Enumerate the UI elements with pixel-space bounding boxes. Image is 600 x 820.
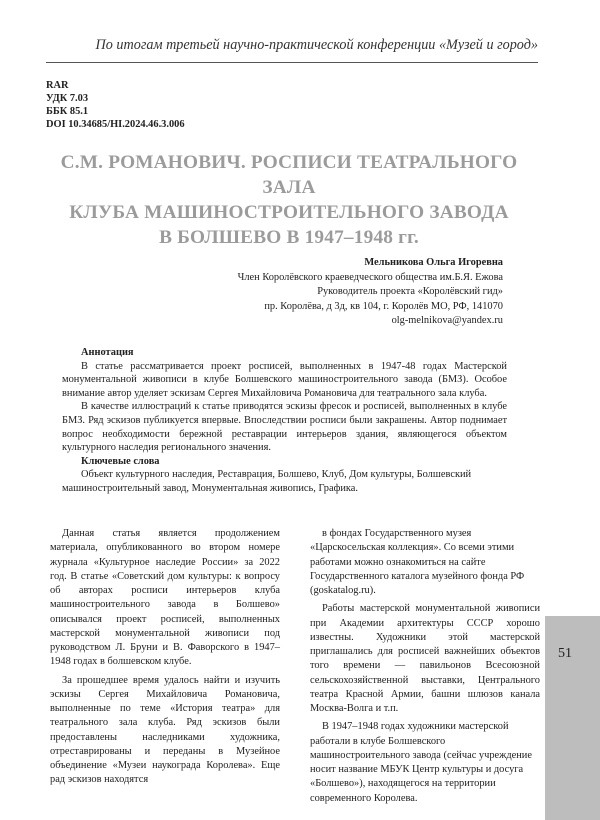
meta-line: RAR xyxy=(46,80,69,91)
abstract-heading: Аннотация xyxy=(81,347,134,358)
title-line: С.М. РОМАНОВИЧ. РОСПИСИ ТЕАТРАЛЬНОГО ЗАЛА xyxy=(60,152,518,198)
title-line: КЛУБА МАШИНОСТРОИТЕЛЬНОГО ЗАВОДА xyxy=(69,202,509,223)
keywords-heading: Ключевые слова xyxy=(81,455,160,467)
meta-line: DOI 10.34685/HI.2024.46.3.006 xyxy=(46,119,185,130)
author-position: Руководитель проекта «Королёвский гид» xyxy=(317,286,503,298)
body-paragraph: Работы мастерской монументальной живописи при Академии архитектуры СССР хорошо известны. Художники этой мастерской приглашались для росписей важнейших объектов того времени — павильонов Всесоюзной сельскохозяйственной выставки, Центрального театра Красной Армии, башни шлюзов канала Москва-Волга и т.п. xyxy=(310,603,540,714)
header-divider xyxy=(46,62,538,63)
title-line: В БОЛШЕВО В 1947–1948 гг. xyxy=(159,227,419,248)
article-metadata xyxy=(46,79,185,131)
body-paragraph: в фондах Государственного музея «Царскосельская коллекция». Со всеми этими работами можно ознакомиться на сайте Государственного каталога музейного фонда РФ (goskatalog.ru). xyxy=(310,528,525,596)
meta-line: ББК 85.1 xyxy=(46,106,89,117)
body-paragraph: В 1947–1948 годах художники мастерской работали в клубе Болшевского машиностроительного завода (сейчас учреждение носит название МБУК Центр культуры и досуга «Болшево»), находящегося на территории современного Королева. xyxy=(310,721,532,804)
abstract-paragraph: В качестве иллюстраций к статье приводятся эскизы фресок и росписей, выполненных в клубе БМЗ. Ряд эскизов публикуется впервые. Впоследствии росписи были закрашены. Автор поднимает вопрос необходимости бережной реставрации интерьеров здания, являющегося объектом культурного наследия регионального значения. xyxy=(62,401,507,454)
body-column-right xyxy=(310,527,540,810)
article-title xyxy=(40,150,538,250)
page-number: 51 xyxy=(558,646,572,661)
body-column-left xyxy=(50,527,280,792)
author-block xyxy=(200,256,503,329)
abstract-paragraph: В статье рассматривается проект росписей, выполненных в 1947-48 годах Мастерской монументальной живописи в клубе Болшевского машиностроительного завода (БМЗ). Особое внимание автор уделяет эскизам Сергея Михайловича Романовича для театрального зала клуба. xyxy=(62,360,507,399)
body-paragraph: Данная статья является продолжением материала, опубликованного во втором номере журнала «Культурное наследие России» за 2022 год. В статье «Советский дом культуры: к вопросу об авторах росписи интерьеров клуба машиностроительного завода в Болшево» описывался проект росписей, выполненных мастерской монументальной живописи под руководством Л. Бруни и В. Фаворского в 1947–1948 годах в болшевском клубе. xyxy=(50,528,280,668)
meta-line: УДК 7.03 xyxy=(46,93,89,104)
author-address: пр. Королёва, д 3д, кв 104, г. Королёв МО, РФ, 141070 xyxy=(264,300,503,312)
body-paragraph: За прошедшее время удалось найти и изучить эскизы Сергея Михайловича Романовича, выполненные по теме «История театра» для театрального зала клуба. Ряд эскизов были предоставлены наследниками художника, отреставрированы и переданы в Музейное объединение «Музеи наукограда Королева». Еще рад эскизов находятся xyxy=(50,674,280,786)
running-header: По итогам третьей научно-практической конференции «Музей и город» xyxy=(95,37,538,53)
author-affiliation: Член Королёвского краеведческого общества им.Б.Я. Ежова xyxy=(237,271,503,283)
keywords-text: Объект культурного наследия, Реставрация, Болшево, Клуб, Дом культуры, Болшевский машиностроительный завод, Монументальная живопись, Графика. xyxy=(62,469,472,494)
author-email[interactable]: olg-melnikova@yandex.ru xyxy=(391,315,503,327)
abstract-block xyxy=(62,346,507,496)
author-name: Мельникова Ольга Игоревна xyxy=(364,257,503,268)
